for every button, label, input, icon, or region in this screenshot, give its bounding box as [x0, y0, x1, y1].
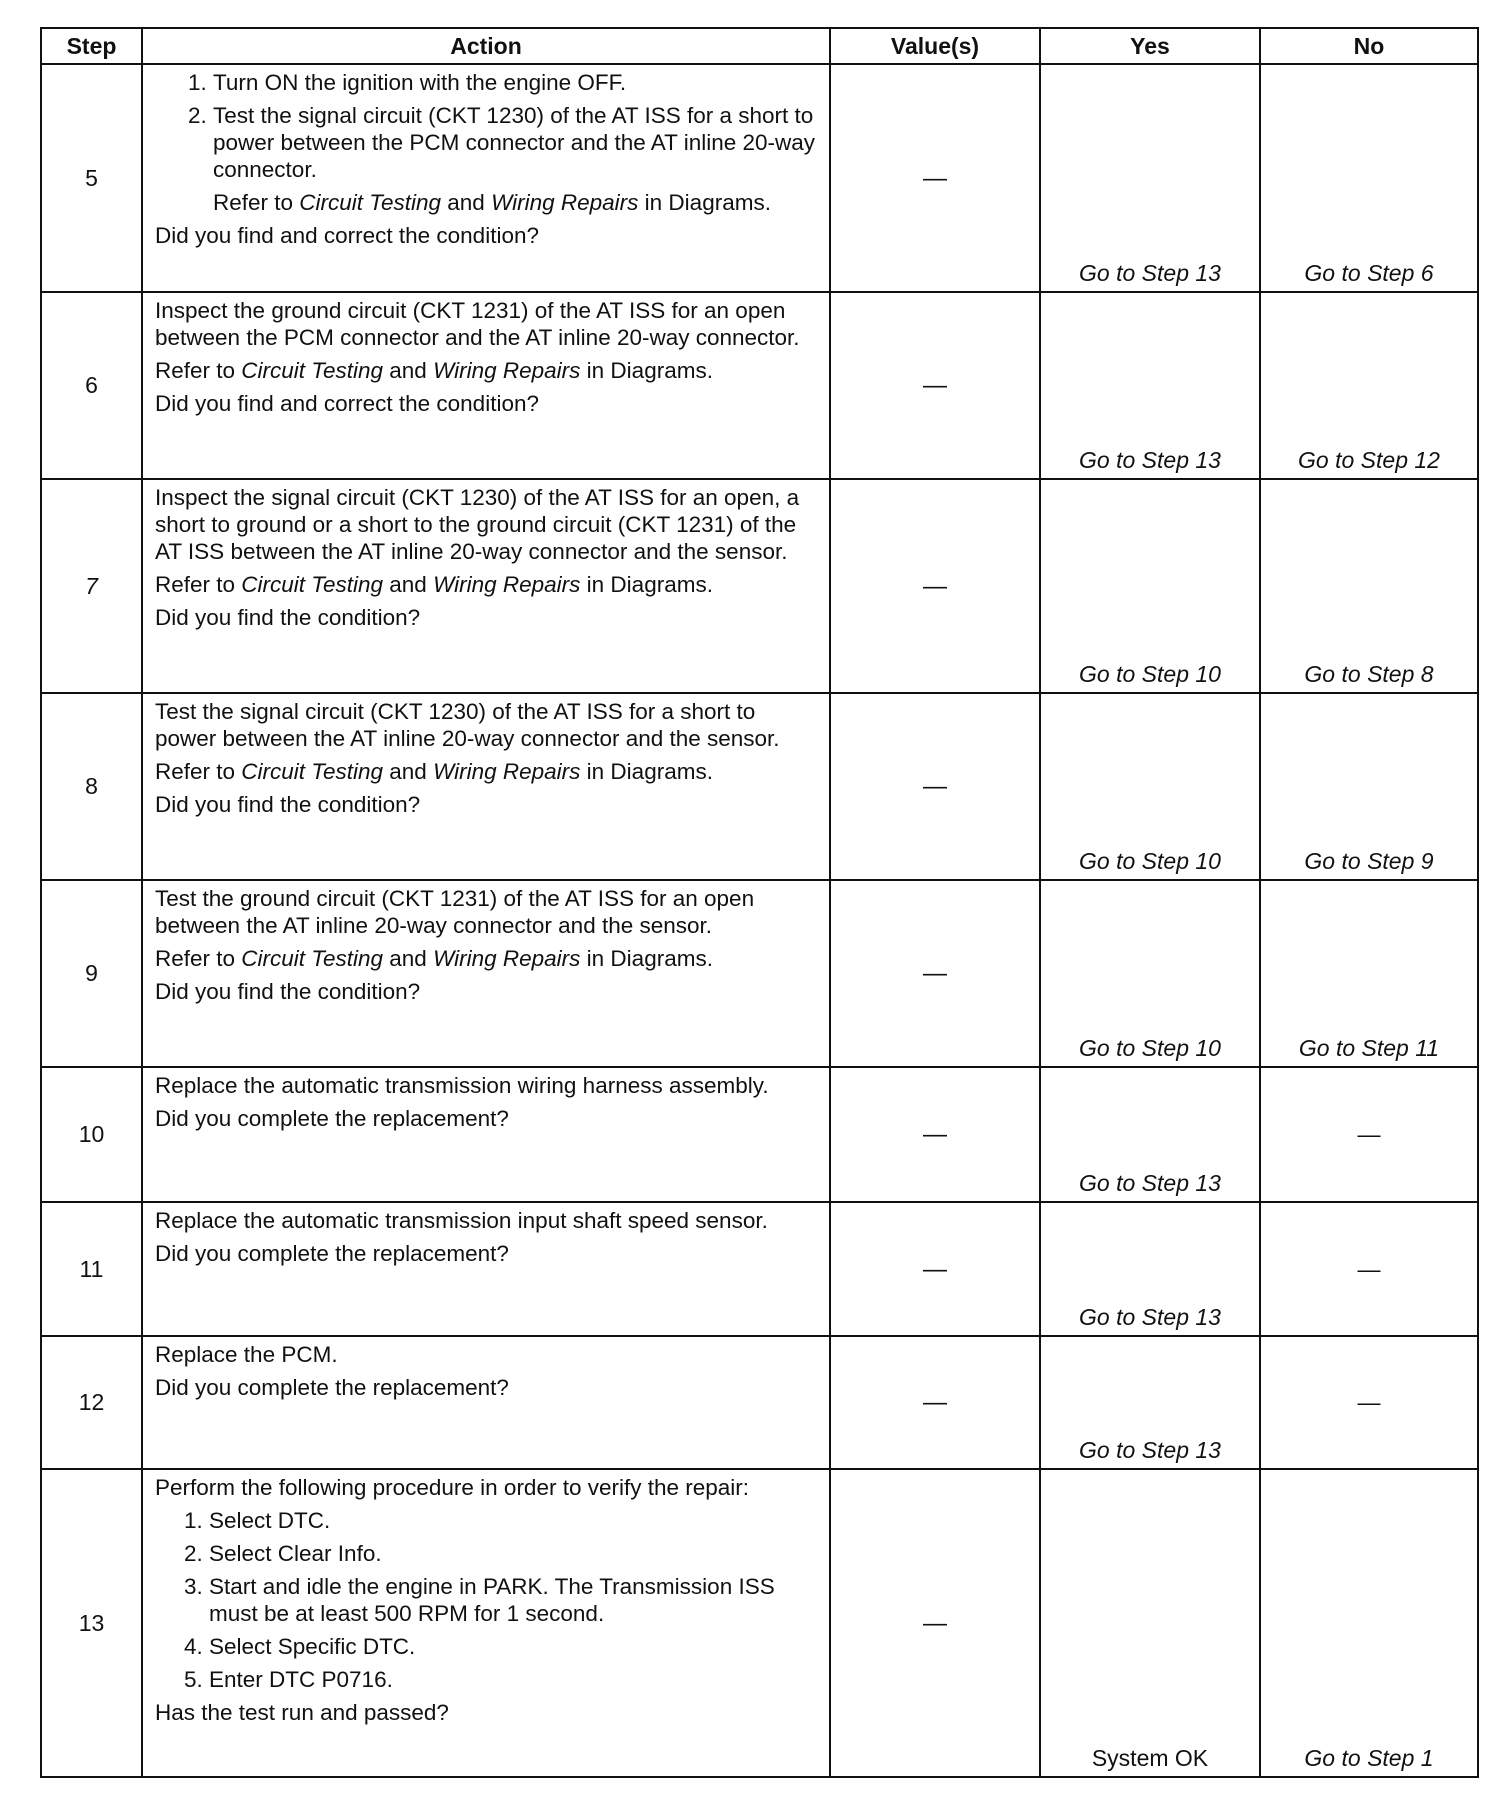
- step-number: 12: [41, 1336, 142, 1469]
- action-text: Replace the automatic transmission input shaft speed sensor.: [155, 1208, 768, 1233]
- table-row: [41, 693, 1478, 880]
- action-cell: [142, 1202, 830, 1336]
- table-row: [41, 1202, 1478, 1336]
- refer-note: Refer to Circuit Testing and Wiring Repairs in Diagrams.: [155, 946, 713, 971]
- no-cell: —: [1260, 1067, 1478, 1202]
- no-cell: Go to Step 6: [1260, 64, 1478, 292]
- refer-note: Refer to Circuit Testing and Wiring Repairs in Diagrams.: [213, 190, 771, 215]
- refer-note: Refer to Circuit Testing and Wiring Repairs in Diagrams.: [155, 358, 713, 383]
- question: Did you complete the replacement?: [155, 1106, 509, 1131]
- no-cell: —: [1260, 1202, 1478, 1336]
- value-cell: —: [830, 292, 1040, 479]
- yes-cell: Go to Step 13: [1040, 1202, 1260, 1336]
- no-cell: Go to Step 8: [1260, 479, 1478, 693]
- action-text: Test the ground circuit (CKT 1231) of the AT ISS for an open between the AT inline 20-way connector and the sensor.: [155, 886, 755, 938]
- list-item: 4. Select Specific DTC.: [209, 1633, 819, 1660]
- yes-cell: [1040, 1469, 1260, 1777]
- no-cell: Go to Step 11: [1260, 880, 1478, 1067]
- question: Did you find and correct the condition?: [155, 223, 539, 248]
- step-number: 13: [41, 1469, 142, 1777]
- no-cell: Go to Step 9: [1260, 693, 1478, 880]
- step-number: 8: [41, 693, 142, 880]
- action-cell: [142, 693, 830, 880]
- list-item: 1. Select DTC.: [209, 1507, 819, 1534]
- step-number: 11: [41, 1202, 142, 1336]
- step-number: 9: [41, 880, 142, 1067]
- step-number: 10: [41, 1067, 142, 1202]
- list-item: 2. Test the signal circuit (CKT 1230) of the AT ISS for a short to power between the PCM connector and the AT inline 20-way connector.: [213, 102, 819, 183]
- value-cell: —: [830, 479, 1040, 693]
- no-cell: —: [1260, 1336, 1478, 1469]
- action-cell: [142, 880, 830, 1067]
- header-step: Step: [41, 28, 142, 64]
- table-row: [41, 1067, 1478, 1202]
- action-cell: [142, 1067, 830, 1202]
- value-cell: —: [830, 1336, 1040, 1469]
- list-item: 1. Turn ON the ignition with the engine OFF.: [213, 69, 819, 96]
- table-row: [41, 1469, 1478, 1777]
- action-text: Inspect the ground circuit (CKT 1231) of the AT ISS for an open between the PCM connector and the AT inline 20-way connector.: [155, 298, 800, 350]
- yes-cell: Go to Step 10: [1040, 880, 1260, 1067]
- action-text: Test the signal circuit (CKT 1230) of the AT ISS for a short to power between the AT inline 20-way connector and the sensor.: [155, 699, 780, 751]
- yes-cell: Go to Step 13: [1040, 1067, 1260, 1202]
- value-cell: —: [830, 1202, 1040, 1336]
- action-cell: [142, 479, 830, 693]
- refer-note: Refer to Circuit Testing and Wiring Repairs in Diagrams.: [155, 572, 713, 597]
- table-row: [41, 479, 1478, 693]
- header-row: [41, 28, 1478, 64]
- question: Has the test run and passed?: [155, 1700, 449, 1725]
- value-cell: —: [830, 880, 1040, 1067]
- value-cell: —: [830, 693, 1040, 880]
- refer-note: Refer to Circuit Testing and Wiring Repairs in Diagrams.: [155, 759, 713, 784]
- header-no: No: [1260, 28, 1478, 64]
- table-row: [41, 880, 1478, 1067]
- step-number: 7: [41, 479, 142, 693]
- diagnostic-table: [40, 27, 1479, 1778]
- action-cell: [142, 1469, 830, 1777]
- list-item: 2. Select Clear Info.: [209, 1540, 819, 1567]
- no-cell: Go to Step 12: [1260, 292, 1478, 479]
- action-text: Replace the PCM.: [155, 1342, 338, 1367]
- table-row: [41, 64, 1478, 292]
- list-item: 3. Start and idle the engine in PARK. The Transmission ISS must be at least 500 RPM for 1 second.: [209, 1573, 819, 1627]
- header-action: Action: [142, 28, 830, 64]
- action-cell: [142, 1336, 830, 1469]
- no-cell: Go to Step 1: [1260, 1469, 1478, 1777]
- value-cell: —: [830, 1469, 1040, 1777]
- question: Did you complete the replacement?: [155, 1375, 509, 1400]
- action-cell: [142, 292, 830, 479]
- action-text: Inspect the signal circuit (CKT 1230) of the AT ISS for an open, a short to ground or a short to the ground circuit (CKT 1231) of the AT ISS between the AT inline 20-way connector and the sensor.: [155, 485, 800, 564]
- question: Did you find and correct the condition?: [155, 391, 539, 416]
- question: Did you find the condition?: [155, 605, 421, 630]
- yes-cell: Go to Step 13: [1040, 1336, 1260, 1469]
- header-yes: Yes: [1040, 28, 1260, 64]
- yes-cell: Go to Step 13: [1040, 292, 1260, 479]
- step-number: 5: [41, 64, 142, 292]
- yes-cell: Go to Step 10: [1040, 693, 1260, 880]
- value-cell: —: [830, 64, 1040, 292]
- action-text: Perform the following procedure in order to verify the repair:: [155, 1475, 750, 1500]
- yes-cell: Go to Step 13: [1040, 64, 1260, 292]
- list-item: 5. Enter DTC P0716.: [209, 1666, 819, 1693]
- yes-cell: Go to Step 10: [1040, 479, 1260, 693]
- step-number: 6: [41, 292, 142, 479]
- yes-label: System OK: [1091, 1745, 1209, 1771]
- action-cell: [142, 64, 830, 292]
- table-row: [41, 292, 1478, 479]
- header-values: Value(s): [830, 28, 1040, 64]
- table-row: [41, 1336, 1478, 1469]
- question: Did you find the condition?: [155, 792, 421, 817]
- question: Did you complete the replacement?: [155, 1241, 509, 1266]
- value-cell: —: [830, 1067, 1040, 1202]
- question: Did you find the condition?: [155, 979, 421, 1004]
- action-text: Replace the automatic transmission wiring harness assembly.: [155, 1073, 769, 1098]
